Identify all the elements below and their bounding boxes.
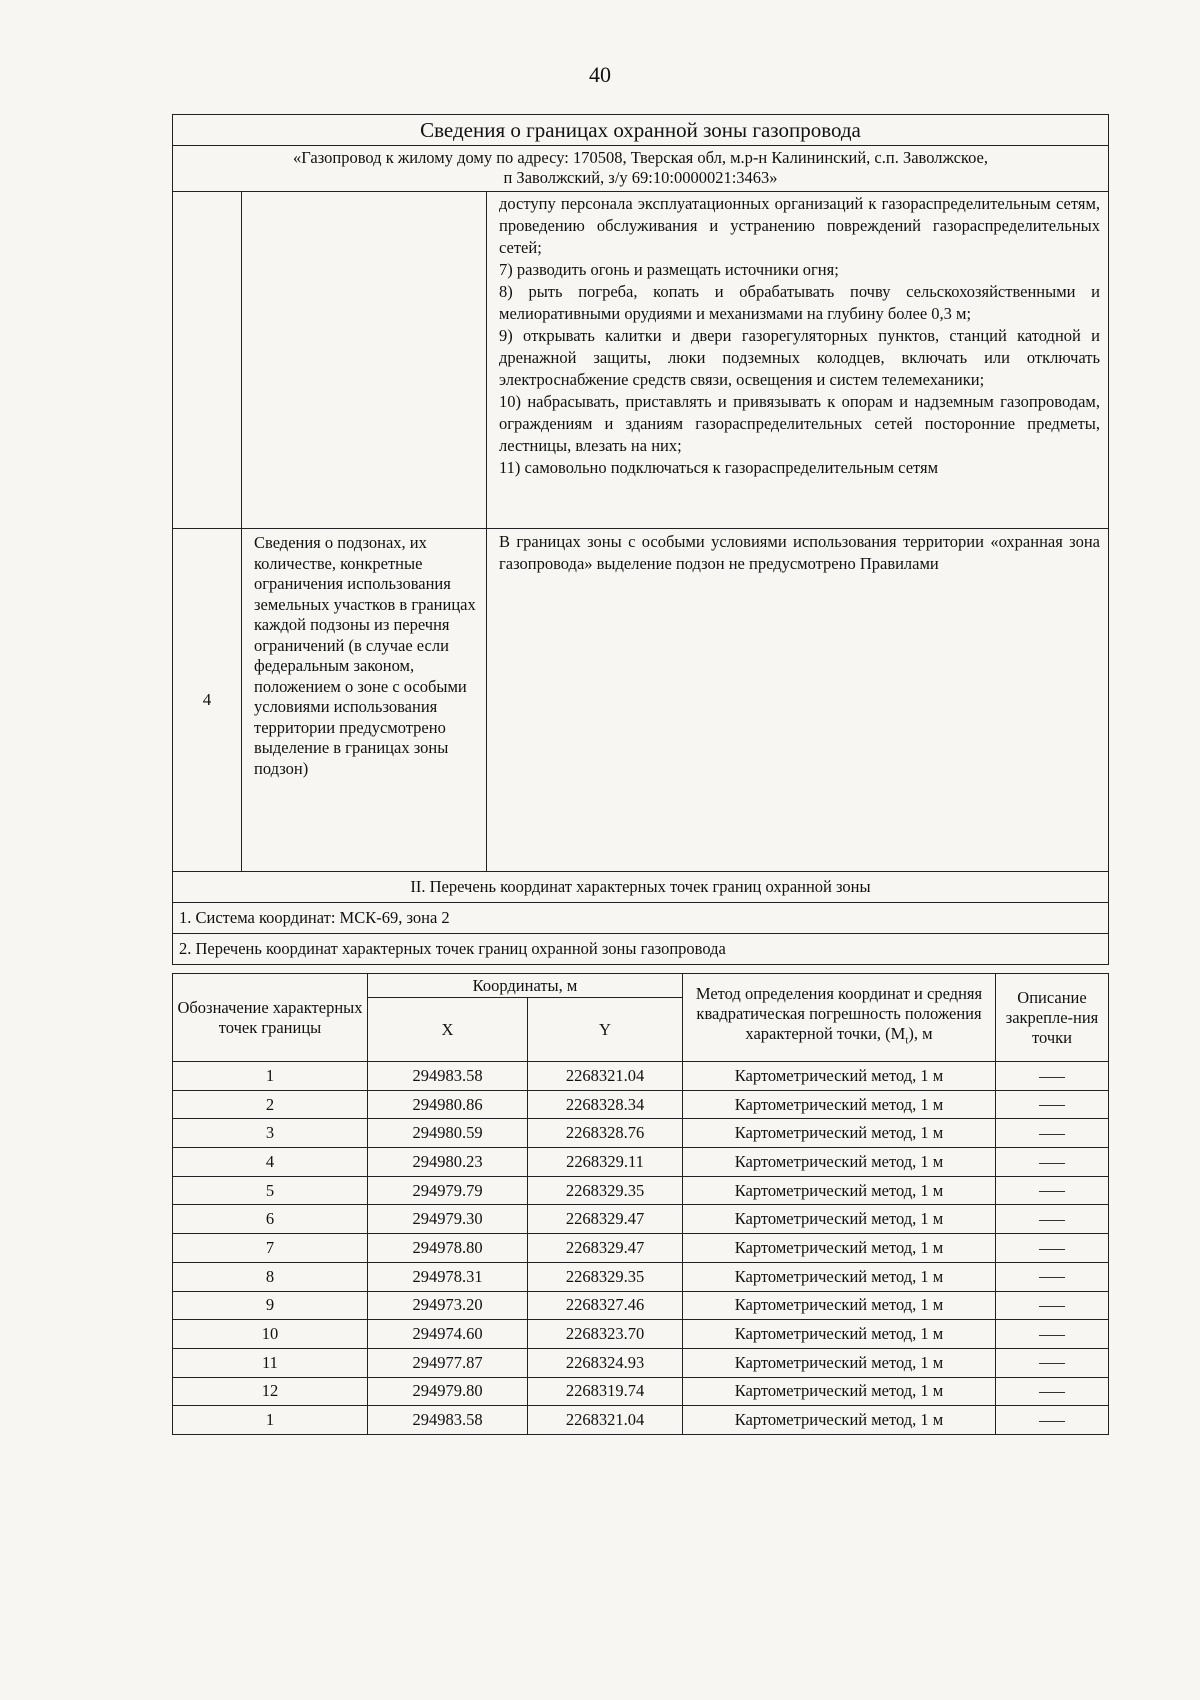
document-subtitle [173, 146, 1109, 192]
dash-icon [1039, 1392, 1065, 1393]
x-coordinate-cell: 294983.58 [368, 1406, 528, 1435]
method-cell: Картометрический метод, 1 м [683, 1291, 996, 1320]
method-cell: Картометрический метод, 1 м [683, 1320, 996, 1349]
table-row [173, 1148, 1109, 1177]
section2-title: II. Перечень координат характерных точек границ охранной зоны [173, 872, 1109, 903]
method-header-text: Метод определения координат и средняя квадратическая погрешность положения характерной точки, (M [695, 984, 983, 1044]
page-number: 40 [589, 62, 611, 87]
restriction-item: 10) набрасывать, приставлять и привязывать к опорам и надземным газопроводам, ограждениям и зданиям газораспределительных сетей посторонние предметы, лестницы, влезать на них; [499, 392, 1101, 455]
dash-icon [1039, 1163, 1065, 1164]
x-coordinate-cell: 294979.80 [368, 1377, 528, 1406]
method-cell: Картометрический метод, 1 м [683, 1348, 996, 1377]
restriction-item: 9) открывать калитки и двери газорегуляторных пунктов, станций катодной и дренажной защиты, люки подземных колодцев, включать или отключать электроснабжение средств связи, освещения и систем телемеханики; [499, 326, 1101, 389]
dash-icon [1039, 1335, 1065, 1336]
description-cell [996, 1090, 1109, 1119]
point-cell: 1 [173, 1406, 368, 1435]
y-coordinate-cell: 2268329.11 [528, 1148, 683, 1177]
point-cell: 1 [173, 1062, 368, 1091]
method-cell: Картометрический метод, 1 м [683, 1234, 996, 1263]
x-coordinate-cell: 294979.30 [368, 1205, 528, 1234]
description-cell [996, 1205, 1109, 1234]
x-coordinate-cell: 294983.58 [368, 1062, 528, 1091]
x-coordinate-cell: 294980.86 [368, 1090, 528, 1119]
row3-description-cell [242, 192, 487, 529]
coordinate-system: 1. Система координат: МСК-69, зона 2 [173, 903, 1109, 934]
description-cell [996, 1262, 1109, 1291]
description-cell [996, 1176, 1109, 1205]
col-header-coordinates: Координаты, м [368, 974, 683, 998]
point-cell: 4 [173, 1148, 368, 1177]
description-cell [996, 1320, 1109, 1349]
restriction-item: доступу персонала эксплуатационных организаций к газораспределительным сетям, проведению обслуживания и устранению повреждений газораспределительных сетей; [499, 194, 1101, 257]
method-header-subscript: t [905, 1034, 909, 1047]
x-coordinate-cell: 294974.60 [368, 1320, 528, 1349]
description-cell [996, 1234, 1109, 1263]
table-row [173, 1262, 1109, 1291]
method-cell: Картометрический метод, 1 м [683, 1062, 996, 1091]
point-cell: 7 [173, 1234, 368, 1263]
description-cell [996, 1348, 1109, 1377]
subtitle-line-2: п Заволжский, з/у 69:10:0000021:3463» [503, 168, 778, 187]
dash-icon [1039, 1363, 1065, 1364]
row4-description: Сведения о подзонах, их количестве, конкретные ограничения использования земельных участков в границах каждой подзоны из перечня ограничений (в случае если федеральным законом, положением о зоне с особыми условиями использования территории предусмотрено выделение в границах зоны подзон) [242, 529, 487, 872]
row3-number-cell [173, 192, 242, 529]
y-coordinate-cell: 2268324.93 [528, 1348, 683, 1377]
x-coordinate-cell: 294978.80 [368, 1234, 528, 1263]
coordinates-table [172, 973, 1109, 1435]
dash-icon [1039, 1134, 1065, 1135]
dash-icon [1039, 1249, 1065, 1250]
document-title: Сведения о границах охранной зоны газопровода [173, 115, 1109, 146]
zone-info-table [172, 114, 1109, 965]
dash-icon [1039, 1077, 1065, 1078]
table-row [173, 1291, 1109, 1320]
dash-icon [1039, 1421, 1065, 1422]
point-cell: 10 [173, 1320, 368, 1349]
y-coordinate-cell: 2268323.70 [528, 1320, 683, 1349]
table-row [173, 1320, 1109, 1349]
description-cell [996, 1119, 1109, 1148]
table-row [173, 1119, 1109, 1148]
dash-icon [1039, 1220, 1065, 1221]
table-row [173, 1234, 1109, 1263]
restriction-item: 8) рыть погреба, копать и обрабатывать почву сельскохозяйственными и мелиоративными орудиями и механизмами на глубину более 0,3 м; [499, 282, 1101, 323]
dash-icon [1039, 1277, 1065, 1278]
description-cell [996, 1291, 1109, 1320]
dash-icon [1039, 1306, 1065, 1307]
y-coordinate-cell: 2268321.04 [528, 1406, 683, 1435]
point-cell: 6 [173, 1205, 368, 1234]
col-header-y: Y [528, 998, 683, 1062]
method-cell: Картометрический метод, 1 м [683, 1406, 996, 1435]
table-row [173, 1348, 1109, 1377]
dash-icon [1039, 1105, 1065, 1106]
table-row [173, 1406, 1109, 1435]
x-coordinate-cell: 294973.20 [368, 1291, 528, 1320]
col-header-description: Описание закрепле-ния точки [996, 974, 1109, 1062]
y-coordinate-cell: 2268321.04 [528, 1062, 683, 1091]
method-cell: Картометрический метод, 1 м [683, 1377, 996, 1406]
method-cell: Картометрический метод, 1 м [683, 1205, 996, 1234]
description-cell [996, 1062, 1109, 1091]
table-row [173, 1205, 1109, 1234]
table-row [173, 1377, 1109, 1406]
row4-number: 4 [173, 529, 242, 872]
restriction-item: 11) самовольно подключаться к газораспределительным сетям [499, 458, 939, 477]
method-header-tail: ), м [908, 1024, 933, 1044]
col-header-x: X [368, 998, 528, 1062]
dash-icon [1039, 1191, 1065, 1192]
coordinates-body [173, 1062, 1109, 1435]
x-coordinate-cell: 294978.31 [368, 1262, 528, 1291]
restrictions-list [487, 192, 1109, 529]
table-row [173, 1176, 1109, 1205]
method-cell: Картометрический метод, 1 м [683, 1148, 996, 1177]
point-cell: 12 [173, 1377, 368, 1406]
y-coordinate-cell: 2268329.47 [528, 1234, 683, 1263]
col-header-method [683, 974, 996, 1062]
table-row [173, 1090, 1109, 1119]
x-coordinate-cell: 294979.79 [368, 1176, 528, 1205]
table-row [173, 1062, 1109, 1091]
description-cell [996, 1148, 1109, 1177]
y-coordinate-cell: 2268327.46 [528, 1291, 683, 1320]
method-cell: Картометрический метод, 1 м [683, 1090, 996, 1119]
method-cell: Картометрический метод, 1 м [683, 1119, 996, 1148]
restriction-item: 7) разводить огонь и размещать источники огня; [499, 260, 839, 279]
point-cell: 3 [173, 1119, 368, 1148]
point-cell: 8 [173, 1262, 368, 1291]
description-cell [996, 1406, 1109, 1435]
description-cell [996, 1377, 1109, 1406]
y-coordinate-cell: 2268319.74 [528, 1377, 683, 1406]
x-coordinate-cell: 294980.23 [368, 1148, 528, 1177]
subtitle-line-1: «Газопровод к жилому дому по адресу: 170508, Тверская обл, м.р-н Калининский, с.п. Заволжское, [293, 148, 988, 167]
y-coordinate-cell: 2268329.35 [528, 1262, 683, 1291]
y-coordinate-cell: 2268329.47 [528, 1205, 683, 1234]
y-coordinate-cell: 2268328.34 [528, 1090, 683, 1119]
y-coordinate-cell: 2268328.76 [528, 1119, 683, 1148]
x-coordinate-cell: 294977.87 [368, 1348, 528, 1377]
point-cell: 5 [173, 1176, 368, 1205]
y-coordinate-cell: 2268329.35 [528, 1176, 683, 1205]
row4-value: В границах зоны с особыми условиями использования территории «охранная зона газопровода» выделение подзон не предусмотрено Правилами [487, 529, 1109, 872]
method-cell: Картометрический метод, 1 м [683, 1176, 996, 1205]
method-cell: Картометрический метод, 1 м [683, 1262, 996, 1291]
col-header-point: Обозначение характерных точек границы [173, 974, 368, 1062]
point-cell: 11 [173, 1348, 368, 1377]
coordinate-list-title: 2. Перечень координат характерных точек границ охранной зоны газопровода [173, 934, 1109, 965]
point-cell: 2 [173, 1090, 368, 1119]
x-coordinate-cell: 294980.59 [368, 1119, 528, 1148]
point-cell: 9 [173, 1291, 368, 1320]
